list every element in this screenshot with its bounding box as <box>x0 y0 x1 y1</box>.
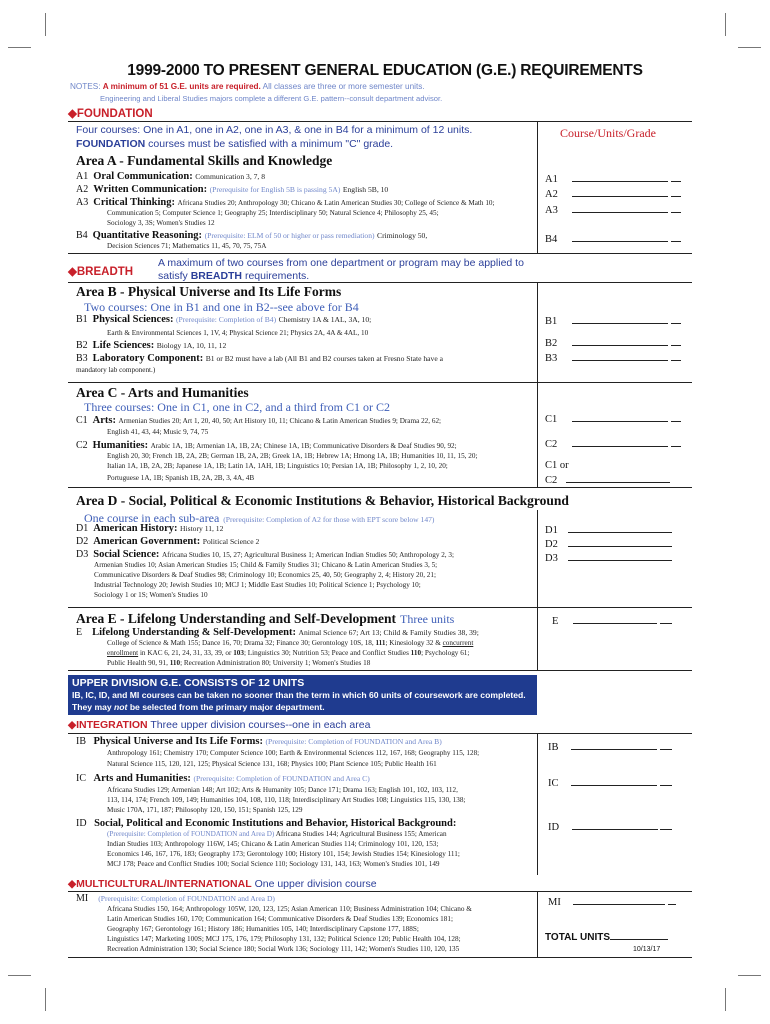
divider <box>68 487 692 488</box>
mi-slot[interactable]: MI <box>548 895 676 908</box>
crop-mark <box>738 975 761 976</box>
total-units[interactable]: TOTAL UNITS <box>545 930 668 943</box>
divider <box>68 382 692 383</box>
d3-text4: Industrial Technology 20; Jewish Studies 10; MCJ 1; Middle East Studies 10; Political Science 1; Psychology 10; <box>94 581 421 589</box>
id-text4: MCJ 178; Peace and Conflict Studies 100; Social Science 110; Sociology 131, 143, 163; Women's Studies 101, 149 <box>107 860 440 868</box>
upper-division-line2: They may not be selected from the primary major department. <box>72 702 325 712</box>
crop-mark <box>45 988 46 1011</box>
ic-row: IC Arts and Humanities: (Prerequisite: Completion of FOUNDATION and Area C) <box>76 773 370 784</box>
divider <box>68 282 692 283</box>
mi-text5: Recreation Administration 130; Social Science 180; Social Work 136; Sociology 111, 142; Women's Studies 110, 120, 135 <box>107 945 460 953</box>
mi-text1: Africana Studies 150, 164; Anthropology 105W, 120, 123, 125; Asian American 110; Business Administration 104; Chicano & <box>107 905 472 913</box>
upper-division-line1: IB, IC, ID, and MI courses can be taken no sooner than the term in which 60 units of coursework are completed. <box>72 690 526 700</box>
d3-row: D3 Social Science: Africana Studies 10, 15, 27; Agricultural Business 1; American Indian Studies 50; Anthropology 2, 3; <box>76 549 454 560</box>
breadth-heading: ◆BREADTH <box>68 266 134 278</box>
mi-text4: Linguistics 147; Marketing 100S; MCJ 175, 176, 179; Philosophy 131, 132; Political Science 120; Public Health 104, 128; <box>107 935 461 943</box>
column-divider <box>537 510 538 607</box>
c1-text2: English 41, 43, 44; Music 9, 74, 75 <box>107 428 209 436</box>
id-slot[interactable]: ID <box>548 820 672 833</box>
area-c-sub: Three courses: One in C1, one in C2, and a third from C1 or C2 <box>84 400 390 414</box>
divider <box>68 957 692 958</box>
notes-label: NOTES: <box>70 82 101 91</box>
b1-row: B1 Physical Sciences: (Prerequisite: Completion of B4) Chemistry 1A & 1AL, 3A, 10; <box>76 314 372 325</box>
e-text2: College of Science & Math 155; Dance 16, 70; Drama 32; Finance 30; Gerontology 10S, 18, 111; Kinesiology 32 & concurrent <box>107 639 474 647</box>
column-divider <box>537 282 538 382</box>
diamond-icon: ◆ <box>68 266 77 278</box>
breadth-note2: satisfy BREADTH requirements. <box>158 270 310 282</box>
ib-row: IB Physical Universe and Its Life Forms: (Prerequisite: Completion of FOUNDATION and Area B) <box>76 736 442 747</box>
crop-mark <box>725 988 726 1011</box>
column-divider <box>537 121 538 253</box>
b1-slot[interactable]: B1 <box>545 314 681 327</box>
a2-slot[interactable]: A2 <box>545 187 681 200</box>
diamond-icon: ◆ <box>68 878 77 890</box>
divider <box>68 121 692 122</box>
crop-mark <box>738 47 761 48</box>
d2-row: D2 American Government: Political Science 2 <box>76 536 260 547</box>
ic-text1: Africana Studies 129; Armenian 148; Art 102; Arts & Humanity 105; Dance 171; Drama 163; English 101, 102, 103, 112, <box>107 786 458 794</box>
d1-row: D1 American History: History 11, 12 <box>76 523 224 534</box>
column-divider <box>537 891 538 957</box>
ic-slot[interactable]: IC <box>548 776 672 789</box>
foundation-heading: ◆FOUNDATION <box>68 108 153 120</box>
d2-slot[interactable]: D2 <box>545 537 672 550</box>
divider <box>68 733 692 734</box>
foundation-intro1: Four courses: One in A1, one in A2, one in A3, & one in B4 for a minimum of 12 units. <box>76 124 473 136</box>
upper-division-heading: UPPER DIVISION G.E. CONSISTS OF 12 UNITS <box>72 677 305 689</box>
page-title: 1999-2000 TO PRESENT GENERAL EDUCATION (G.E.) REQUIREMENTS <box>127 62 643 79</box>
diamond-icon: ◆ <box>68 719 77 731</box>
breadth-note1: A maximum of two courses from one department or program may be applied to <box>158 257 524 269</box>
ib-slot[interactable]: IB <box>548 740 672 753</box>
mi-row: MI (Prerequisite: Completion of FOUNDATION and Area D) <box>76 893 275 904</box>
area-e-heading-row: Area E - Lifelong Understanding and Self-Development Three units <box>76 611 455 626</box>
crop-mark <box>8 975 31 976</box>
a3-slot[interactable]: A3 <box>545 203 681 216</box>
c2-row: C2 Humanities: Arabic 1A, 1B; Armenian 1A, 1B, 2A; Chinese 1A, 1B; Communicative Disorders & Deaf Studies 90, 92; <box>76 440 457 451</box>
a2-row: A2 Written Communication: (Prerequisite for English 5B is passing 5A) English 5B, 10 <box>76 184 389 195</box>
e-text4: Public Health 90, 91, 110; Recreation Administration 80; University 1; Women's Studies 18 <box>107 659 371 667</box>
area-b-heading: Area B - Physical Universe and Its Life Forms <box>76 284 342 299</box>
b1-text2: Earth & Environmental Sciences 1, 1V, 4; Physical Science 21; Physics 2A, 4A & 4AL, 10 <box>107 329 369 337</box>
d3-text2: Armenian Studies 10; Asian American Studies 15; Child & Family Studies 31; Chicano & Latin American Studies 3, 5; <box>94 561 438 569</box>
c2-slot[interactable]: C2 <box>545 437 681 450</box>
c2-text4: Portuguese 1A, 1B; Spanish 1B, 2A, 2B, 3, 4A, 4B <box>107 474 255 482</box>
c1-row: C1 Arts: Armenian Studies 20; Art 1, 20, 40, 50; Art History 10, 11; Chicano & Latin American Studies 9; Drama 22, 62; <box>76 415 442 426</box>
d3-slot[interactable]: D3 <box>545 551 672 564</box>
e-row: E Lifelong Understanding & Self-Development: Animal Science 67; Art 13; Child & Family Studies 38, 39; <box>76 627 479 638</box>
c1-or-c2-slot[interactable]: C2 <box>545 473 670 486</box>
area-a-heading: Area A - Fundamental Skills and Knowledge <box>76 153 333 168</box>
d3-text3: Communicative Disorders & Deaf Studies 98; Criminology 10; Economics 25, 40, 50; Geography 2, 4; History 20, 21; <box>94 571 436 579</box>
column-divider <box>537 607 538 670</box>
crop-mark <box>8 47 31 48</box>
ib-text2: Natural Science 115, 120, 121, 125; Physical Science 131, 168; Physics 100; Plant Science 105; Public Health 161 <box>107 760 437 768</box>
ic-text3: Music 170A, 171, 187; Philosophy 120, 150, 151; Spanish 125, 129 <box>107 806 303 814</box>
c1-or-label: C1 or <box>545 460 569 471</box>
e-slot[interactable]: E <box>552 614 672 627</box>
ic-text2: 113, 114, 174; French 109, 149; Humanities 104, 108, 110, 118; Interdisciplinary Art Studies 108; Linguistics 115, 130, 138; <box>107 796 466 804</box>
notes-line2: Engineering and Liberal Studies majors complete a different G.E. pattern--consult department advisor. <box>100 94 443 103</box>
area-c-heading: Area C - Arts and Humanities <box>76 385 249 400</box>
a3-text3: Sociology 3, 3S; Women's Studies 12 <box>107 219 215 227</box>
b3-row: B3 Laboratory Component: B1 or B2 must have a lab (All B1 and B2 courses taken at Fresno State have a <box>76 353 443 364</box>
mi-text2: Latin American Studies 160, 170; Communication 164; Communicative Disorders & Deaf Studies 139; Economics 181; <box>107 915 453 923</box>
a3-row: A3 Critical Thinking: Africana Studies 20; Anthropology 30; Chicano & Latin American Studies 30; College of Science & Math 10; <box>76 197 495 208</box>
footer-date: 10/13/17 <box>633 946 661 953</box>
c2-text3: Italian 1A, 1B, 2A, 2B; Japanese 1A, 1B; Latin 1A, 1AH, 1B; Linguistics 10; Persian 1A, 1B; Philosophy 1, 2, 10, 20; <box>107 462 448 470</box>
b3-text2: mandatory lab component.) <box>76 366 156 374</box>
column-header: Course/Units/Grade <box>560 126 656 140</box>
divider <box>68 607 692 608</box>
b4-text2: Decision Sciences 71; Mathematics 11, 45, 70, 75, 75A <box>107 242 267 250</box>
id-text3: Economics 146, 167, 176, 183; Geography 173; Gerontology 100; History 101, 154; Jewish Studies 154; Kinesiology 111; <box>107 850 460 858</box>
b2-slot[interactable]: B2 <box>545 336 681 349</box>
mi-text3: Geography 167; Gerontology 161; History 186; Humanities 105, 140; Interdisciplinary Capstone 177, 188S; <box>107 925 419 933</box>
b3-slot[interactable]: B3 <box>545 351 681 364</box>
e-text3: enrollment in KAC 6, 21, 24, 31, 33, 39, or 103; Linguistics 30; Nutrition 53; Peace and Conflict Studies 110; Psychology 61; <box>107 649 470 657</box>
d3-text5: Sociology 1 or 1S; Women's Studies 10 <box>94 591 208 599</box>
multicultural-heading: ◆MULTICULTURAL/INTERNATIONAL One upper division course <box>68 878 377 890</box>
id-text1: (Prerequisite: Completion of FOUNDATION and Area D) Africana Studies 144; Agricultural Business 155; American <box>107 830 447 838</box>
divider <box>68 253 692 254</box>
divider <box>68 891 692 892</box>
a1-slot[interactable]: A1 <box>545 172 681 185</box>
column-divider <box>537 382 538 487</box>
notes-emphasis: A minimum of 51 G.E. units are required. <box>102 82 261 91</box>
id-text2: Indian Studies 103; Anthropology 116W, 145; Chicano & Latin American Studies 114; Criminology 101, 120, 153; <box>107 840 439 848</box>
id-row: ID Social, Political and Economic Institutions and Behavior, Historical Background: <box>76 818 457 829</box>
c1-slot[interactable]: C1 <box>545 412 681 425</box>
diamond-icon: ◆ <box>68 108 77 120</box>
area-d-heading: Area D - Social, Political & Economic Institutions & Behavior, Historical Background <box>76 493 569 508</box>
a3-text2: Communication 5; Computer Science 1; Geography 25; Interdisciplinary 50; Natural Science 4; Philosophy 25, 45; <box>107 209 439 217</box>
d1-slot[interactable]: D1 <box>545 523 672 536</box>
area-b-sub: Two courses: One in B1 and one in B2--see above for B4 <box>84 300 359 314</box>
c2-text2: English 20, 30; French 1B, 2A, 2B; German 1B, 2A, 2B; Greek 1A, 1B; Hebrew 1A; Hmong 1A, 1B; Humanities 10, 11, 15, 20; <box>107 452 478 460</box>
divider <box>68 670 692 671</box>
column-divider <box>537 733 538 875</box>
ib-text1: Anthropology 161; Chemistry 170; Computer Science 100; Earth & Environmental Sciences 112, 167, 168; Geography 115, 128; <box>107 749 480 757</box>
a1-row: A1 Oral Communication: Communication 3, 7, 8 <box>76 171 266 182</box>
b2-row: B2 Life Sciences: Biology 1A, 10, 11, 12 <box>76 340 227 351</box>
b4-slot[interactable]: B4 <box>545 232 681 245</box>
area-d-sub: One course in each sub-area (Prerequisite: Completion of A2 for those with EPT score below 147) <box>84 511 435 525</box>
upper-division-banner <box>68 675 537 715</box>
notes-line1: All classes are three or more semester units. <box>262 82 425 91</box>
crop-mark <box>725 13 726 36</box>
foundation-intro2: FOUNDATION courses must be satisfied with a minimum "C" grade. <box>76 138 394 150</box>
b4-row: B4 Quantitative Reasoning: (Prerequisite: ELM of 50 or higher or pass remediation) Criminology 50, <box>76 230 428 241</box>
crop-mark <box>45 13 46 36</box>
notes <box>70 82 425 91</box>
integration-heading: ◆INTEGRATION Three upper division courses--one in each area <box>68 719 371 731</box>
